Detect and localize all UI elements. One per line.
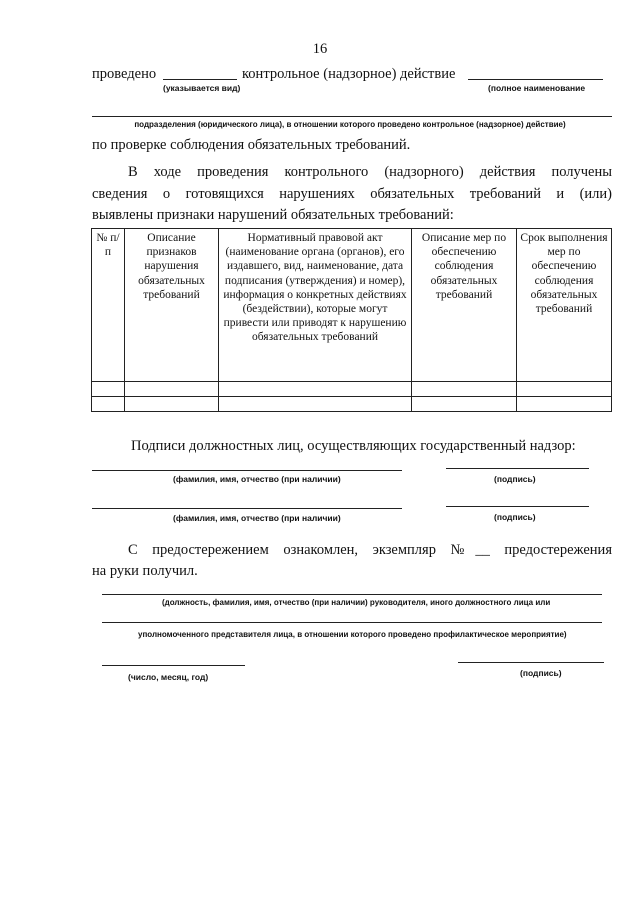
date-hint: (число, месяц, год) (128, 672, 209, 682)
paragraph-line-1: В ходе проведения контрольного (надзорного) действия получены (128, 164, 612, 180)
signatures-title: Подписи должностных лиц, осуществляющих государственный надзор: (131, 438, 576, 454)
header-measures: Описание мер по обеспечению соблюдения обязательных требований (412, 229, 517, 382)
name-underline (468, 79, 603, 80)
representative-line (102, 622, 602, 623)
table-cell[interactable] (517, 382, 612, 397)
signature-line-3 (458, 662, 604, 663)
control-action-label: контрольное (надзорное) действие (242, 66, 456, 82)
acquaint-line-2: на руки получил. (92, 563, 198, 579)
table-cell[interactable] (125, 382, 219, 397)
table-cell[interactable] (412, 382, 517, 397)
fio-line-2 (92, 508, 402, 509)
official-hint: (должность, фамилия, имя, отчество (при наличии) руководителя, иного должностного лица или (162, 598, 551, 607)
table-row (92, 382, 612, 397)
table-cell[interactable] (219, 397, 412, 412)
signature-hint-3: (подпись) (520, 668, 562, 678)
fio-line-1 (92, 470, 402, 471)
header-deadline: Срок выполнения мер по обеспечению соблюдения обязательных требований (517, 229, 612, 382)
type-underline (163, 79, 237, 80)
table-cell[interactable] (92, 397, 125, 412)
table-row (92, 397, 612, 412)
signature-line-2 (446, 506, 589, 507)
paragraph-line-3: выявлены признаки нарушений обязательных требований: (92, 207, 454, 223)
official-line (102, 594, 602, 595)
signature-line-1 (446, 468, 589, 469)
header-legal-act: Нормативный правовой акт (наименование органа (органов), его издавшего, вид, наименование, дата подписания (утверждения) и номер), информация о конкретных действиях (бездействии), которые могут привести или приводят к нарушению обязательных требований (219, 229, 412, 382)
fio-hint-2: (фамилия, имя, отчество (при наличии) (173, 513, 341, 523)
table-cell[interactable] (219, 382, 412, 397)
subdivision-underline (92, 116, 612, 117)
signature-hint-2: (подпись) (494, 512, 536, 522)
table-header-row (92, 229, 612, 382)
type-hint: (указывается вид) (163, 83, 241, 93)
subdivision-hint: подразделения (юридического лица), в отношении которого проведено контрольное (надзорное) действие) (134, 120, 566, 129)
table-cell[interactable] (92, 382, 125, 397)
header-number: № п/п (92, 229, 125, 382)
full-name-hint: (полное наименование (488, 83, 586, 93)
table-cell[interactable] (517, 397, 612, 412)
header-description: Описание признаков нарушения обязательных требований (125, 229, 219, 382)
page-number: 16 (312, 41, 328, 57)
acquaint-line-1: С предостережением ознакомлен, экземпляр №__ предостережения (128, 542, 612, 558)
representative-hint: уполномоченного представителя лица, в отношении которого проведено профилактическое мероприятие) (138, 630, 567, 639)
signature-hint-1: (подпись) (494, 474, 536, 484)
compliance-check-text: по проверке соблюдения обязательных требований. (92, 137, 411, 153)
table-cell[interactable] (412, 397, 517, 412)
date-line (102, 665, 245, 666)
violations-table (91, 228, 612, 412)
conducted-label: проведено (92, 66, 157, 82)
table-cell[interactable] (125, 397, 219, 412)
paragraph-line-2: сведения о готовящихся нарушениях обязательных требований и (или) (92, 186, 612, 202)
fio-hint-1: (фамилия, имя, отчество (при наличии) (173, 474, 341, 484)
